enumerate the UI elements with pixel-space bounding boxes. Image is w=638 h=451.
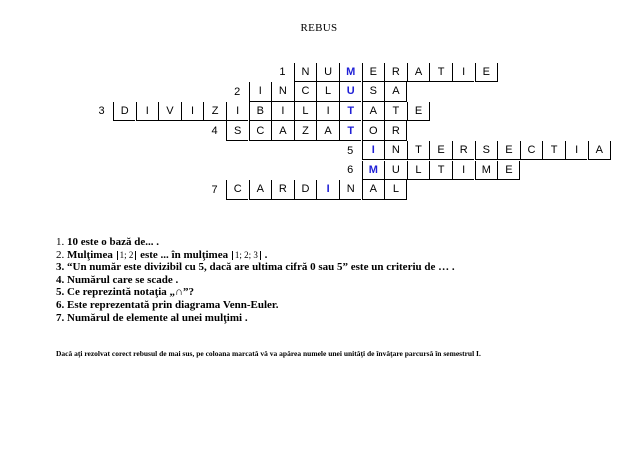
crossword-cell-r1-3: M	[339, 63, 362, 83]
crossword-cell-r3-9: L	[294, 102, 317, 122]
crossword-cell-r3-3: V	[158, 102, 181, 122]
crossword-cell-r5-3: T	[407, 141, 430, 161]
row-number-2: 2	[234, 85, 241, 98]
crossword-cell-r5-1: I	[362, 141, 385, 161]
row-number-1: 1	[279, 66, 286, 79]
question-2	[56, 249, 455, 262]
crossword-cell-r4-6: T	[339, 121, 362, 141]
set-1-2: 1; 2	[117, 251, 137, 260]
row-number-3: 3	[98, 105, 105, 118]
crossword-cell-r3-2: I	[136, 102, 159, 122]
crossword-cell-r4-2: C	[249, 121, 272, 141]
crossword-cell-r7-7: A	[362, 180, 385, 200]
crossword-cell-r5-9: T	[542, 141, 565, 161]
crossword-cell-r3-11: T	[339, 102, 362, 122]
crossword-cell-r2-3: C	[294, 82, 317, 102]
crossword-cell-r7-3: R	[271, 180, 294, 200]
crossword-cell-r1-9: E	[475, 63, 498, 83]
crossword-cell-r5-5: R	[452, 141, 475, 161]
crossword-cell-r7-1: C	[226, 180, 249, 200]
row-number-5: 5	[347, 144, 354, 157]
crossword-cell-r7-8: L	[384, 180, 407, 200]
crossword-cell-r1-5: R	[384, 63, 407, 83]
crossword-cell-r1-8: I	[452, 63, 475, 83]
question-4: 4. Numărul care se scade .	[56, 273, 179, 286]
questions-list	[56, 236, 455, 324]
crossword-cell-r2-2: N	[271, 82, 294, 102]
crossword-cell-r7-5: I	[316, 180, 339, 200]
question-2-text-b: este ... în mulţimea	[140, 248, 229, 261]
crossword-cell-r5-4: E	[429, 141, 452, 161]
crossword-cell-r1-7: T	[429, 63, 452, 83]
question-1	[56, 236, 455, 249]
crossword-cell-r3-4: I	[181, 102, 204, 122]
crossword-cell-r4-5: A	[316, 121, 339, 141]
crossword-cell-r4-4: Z	[294, 121, 317, 141]
crossword-cell-r7-6: N	[339, 180, 362, 200]
question-2-number: 2.	[56, 248, 65, 261]
crossword-cell-r2-7: A	[384, 82, 407, 102]
crossword-cell-r1-6: A	[407, 63, 430, 83]
question-1-text: 10 este o bază de... .	[67, 236, 159, 248]
page-title: REBUS	[300, 22, 338, 34]
crossword-cell-r6-5: I	[452, 161, 475, 181]
row-end-border	[610, 141, 611, 161]
crossword-cell-r3-1: D	[113, 102, 136, 122]
crossword-cell-r3-5: Z	[203, 102, 226, 122]
question-7: 7. Numărul de elemente al unei mulţimi .	[56, 311, 248, 324]
set-1-2-3: 1; 2; 3	[232, 251, 261, 260]
row-number-7: 7	[211, 183, 218, 196]
crossword-cell-r3-10: I	[316, 102, 339, 122]
crossword-cell-r4-8: R	[384, 121, 407, 141]
crossword-cell-r6-2: U	[384, 161, 407, 181]
crossword-cell-r5-11: A	[588, 141, 611, 161]
row-end-border	[406, 180, 407, 200]
crossword-cell-r2-5: U	[339, 82, 362, 102]
row-end-border	[519, 161, 520, 181]
crossword-cell-r5-6: S	[475, 141, 498, 161]
crossword-cell-r3-8: I	[271, 102, 294, 122]
question-2-text-c: .	[264, 248, 268, 261]
crossword-cell-r2-1: I	[249, 82, 272, 102]
question-5-text-b: ”?	[183, 286, 194, 299]
crossword-cell-r5-7: E	[497, 141, 520, 161]
crossword-cell-r1-4: E	[362, 63, 385, 83]
row-number-4: 4	[211, 125, 218, 138]
row-end-border	[406, 82, 407, 102]
crossword-cell-r6-6: M	[475, 161, 498, 181]
crossword-cell-r2-4: L	[316, 82, 339, 102]
question-6: 6. Este reprezentată prin diagrama Venn-Euler.	[56, 298, 279, 311]
crossword-cell-r1-1: N	[294, 63, 317, 83]
crossword-cell-r3-12: A	[362, 102, 385, 122]
crossword-cell-r3-14: E	[407, 102, 430, 122]
crossword-cell-r6-7: E	[497, 161, 520, 181]
crossword-cell-r1-2: U	[316, 63, 339, 83]
question-3: 3. “Un număr este divizibil cu 5, dacă are ultima cifră 0 sau 5” este un criteriu de … .	[56, 261, 455, 274]
crossword-cell-r3-6: I	[226, 102, 249, 122]
crossword-cell-r6-1: M	[362, 161, 385, 181]
row-end-border	[497, 63, 498, 83]
crossword-cell-r6-3: L	[407, 161, 430, 181]
crossword-cell-r5-2: N	[384, 141, 407, 161]
crossword-cell-r4-1: S	[226, 121, 249, 141]
crossword-cell-r4-7: O	[362, 121, 385, 141]
crossword-cell-r3-13: T	[384, 102, 407, 122]
crossword-cell-r5-8: C	[520, 141, 543, 161]
crossword-cell-r4-3: A	[271, 121, 294, 141]
row-end-border	[429, 102, 430, 122]
row-end-border	[406, 121, 407, 141]
crossword-cell-r7-2: A	[249, 180, 272, 200]
question-1-number: 1.	[56, 236, 65, 248]
question-5-text-a: 5. Ce reprezintă notaţia „	[56, 286, 176, 299]
crossword-cell-r7-4: D	[294, 180, 317, 200]
crossword-cell-r5-10: I	[565, 141, 588, 161]
crossword-cell-r3-7: B	[249, 102, 272, 122]
crossword-cell-r6-4: T	[429, 161, 452, 181]
row-number-6: 6	[347, 164, 354, 177]
crossword-cell-r2-6: S	[362, 82, 385, 102]
question-5	[56, 286, 455, 299]
question-2-text-a: Mulţimea	[67, 248, 113, 261]
instruction-note: Dacă aţi rezolvat corect rebusul de mai sus, pe coloana marcată vă va apărea numele unei unităţi de învăţare parcursă în semestrul I.	[56, 349, 481, 358]
intersection-symbol: ∩	[175, 286, 183, 299]
